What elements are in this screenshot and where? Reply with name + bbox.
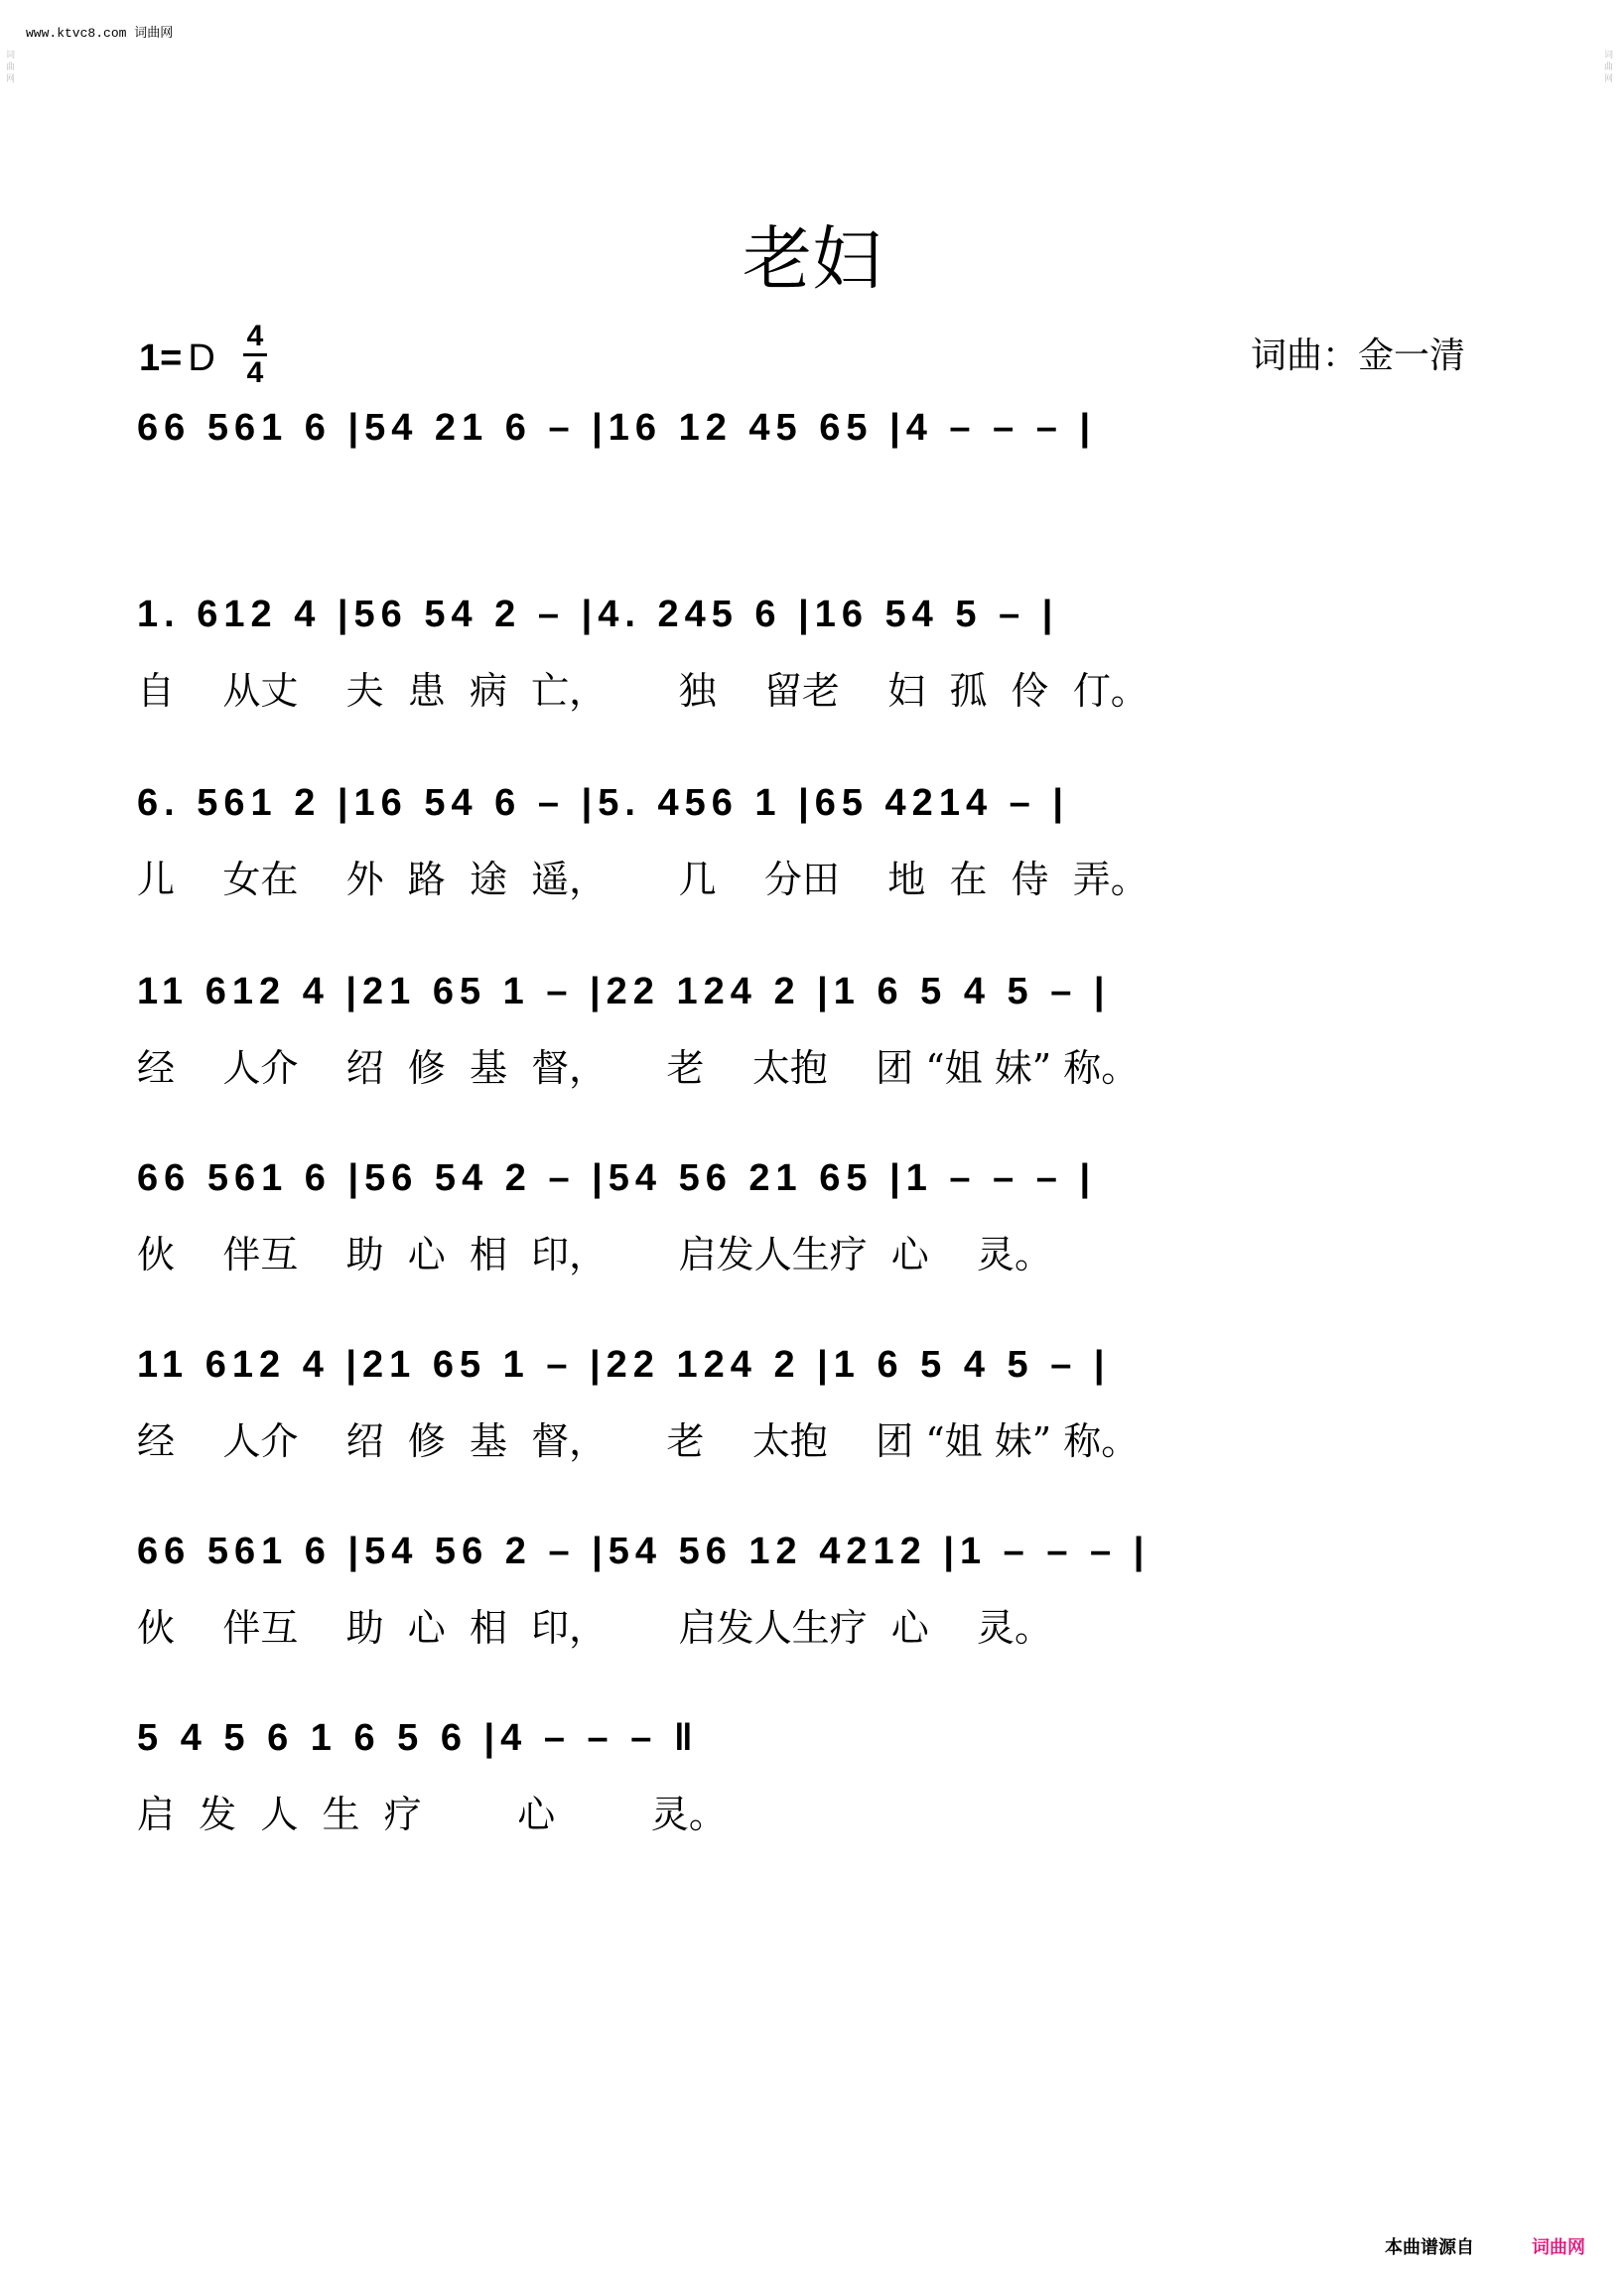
score-row-8: [137, 1717, 1497, 1787]
time-signature-bottom: 4: [246, 356, 264, 389]
side-watermark-right: [1604, 50, 1618, 85]
site-url: www.ktvc8.com 词曲网: [26, 26, 174, 41]
notation-line: 6. 561 2 |16 54 6 – |5. 456 1 |65 4214 – |: [137, 782, 1069, 824]
notation-line: 11 612 4 |21 65 1 – |22 124 2 |1 6 5 4 5 – |: [137, 971, 1111, 1012]
notation-line: 66 561 6 |54 56 2 – |54 56 12 4212 |1 – – – |: [137, 1531, 1150, 1572]
key-signature: [139, 337, 215, 380]
score-row-1: [137, 407, 1497, 476]
score-row-2: [137, 594, 1497, 663]
score-row-5: [137, 1157, 1497, 1227]
lyric-line: 经 人介 绍 修 基 督， 老 太抱 团 “姐 妹” 称。: [137, 1419, 1140, 1463]
lyricist-composer-credit: 词曲：金一清: [1251, 335, 1466, 376]
key-note: D: [188, 337, 215, 379]
key-equals: =: [160, 337, 183, 379]
watermark-text-left: 词曲网: [6, 51, 16, 84]
notation-line: 11 612 4 |21 65 1 – |22 124 2 |1 6 5 4 5 – |: [137, 1344, 1111, 1386]
lyric-line: 伙 伴互 助 心 相 印， 启发人生疗 心 灵。: [137, 1233, 1053, 1276]
score-row-3: [137, 782, 1497, 852]
score-row-6: [137, 1344, 1497, 1413]
lyric-line: 经 人介 绍 修 基 督， 老 太抱 团 “姐 妹” 称。: [137, 1046, 1140, 1090]
footer-source-label: 本曲谱源自: [1385, 2237, 1474, 2258]
lyric-line: 伙 伴互 助 心 相 印， 启发人生疗 心 灵。: [137, 1606, 1053, 1650]
score-row-7: [137, 1531, 1497, 1600]
score-row-4: [137, 971, 1497, 1040]
notation-line: 5 4 5 6 1 6 5 6 |4 – – – ‖: [137, 1717, 699, 1759]
watermark-text-right: 词曲网: [1604, 51, 1614, 84]
time-signature-top: 4: [246, 320, 264, 352]
side-watermark-left: [6, 50, 20, 85]
key-tonic: 1: [139, 337, 161, 379]
lyric-line: 儿 女在 外 路 途 遥， 几 分田 地 在 侍 弄。: [137, 858, 1149, 901]
notation-line: 66 561 6 |56 54 2 – |54 56 21 65 |1 – – – |: [137, 1157, 1097, 1199]
notation-line: 1. 612 4 |56 54 2 – |4. 245 6 |16 54 5 – |: [137, 594, 1059, 635]
notation-line: 66 561 6 |54 21 6 – |16 12 45 65 |4 – – – |: [137, 407, 1097, 449]
time-signature: [243, 320, 267, 390]
lyric-line: 自 从丈 夫 患 病 亡， 独 留老 妇 孤 伶 仃。: [137, 669, 1149, 713]
lyric-line: 启 发 人 生 疗 心 灵。: [137, 1793, 727, 1836]
song-title: 老妇: [743, 218, 881, 300]
footer-brand-link[interactable]: 词曲网: [1532, 2237, 1585, 2258]
